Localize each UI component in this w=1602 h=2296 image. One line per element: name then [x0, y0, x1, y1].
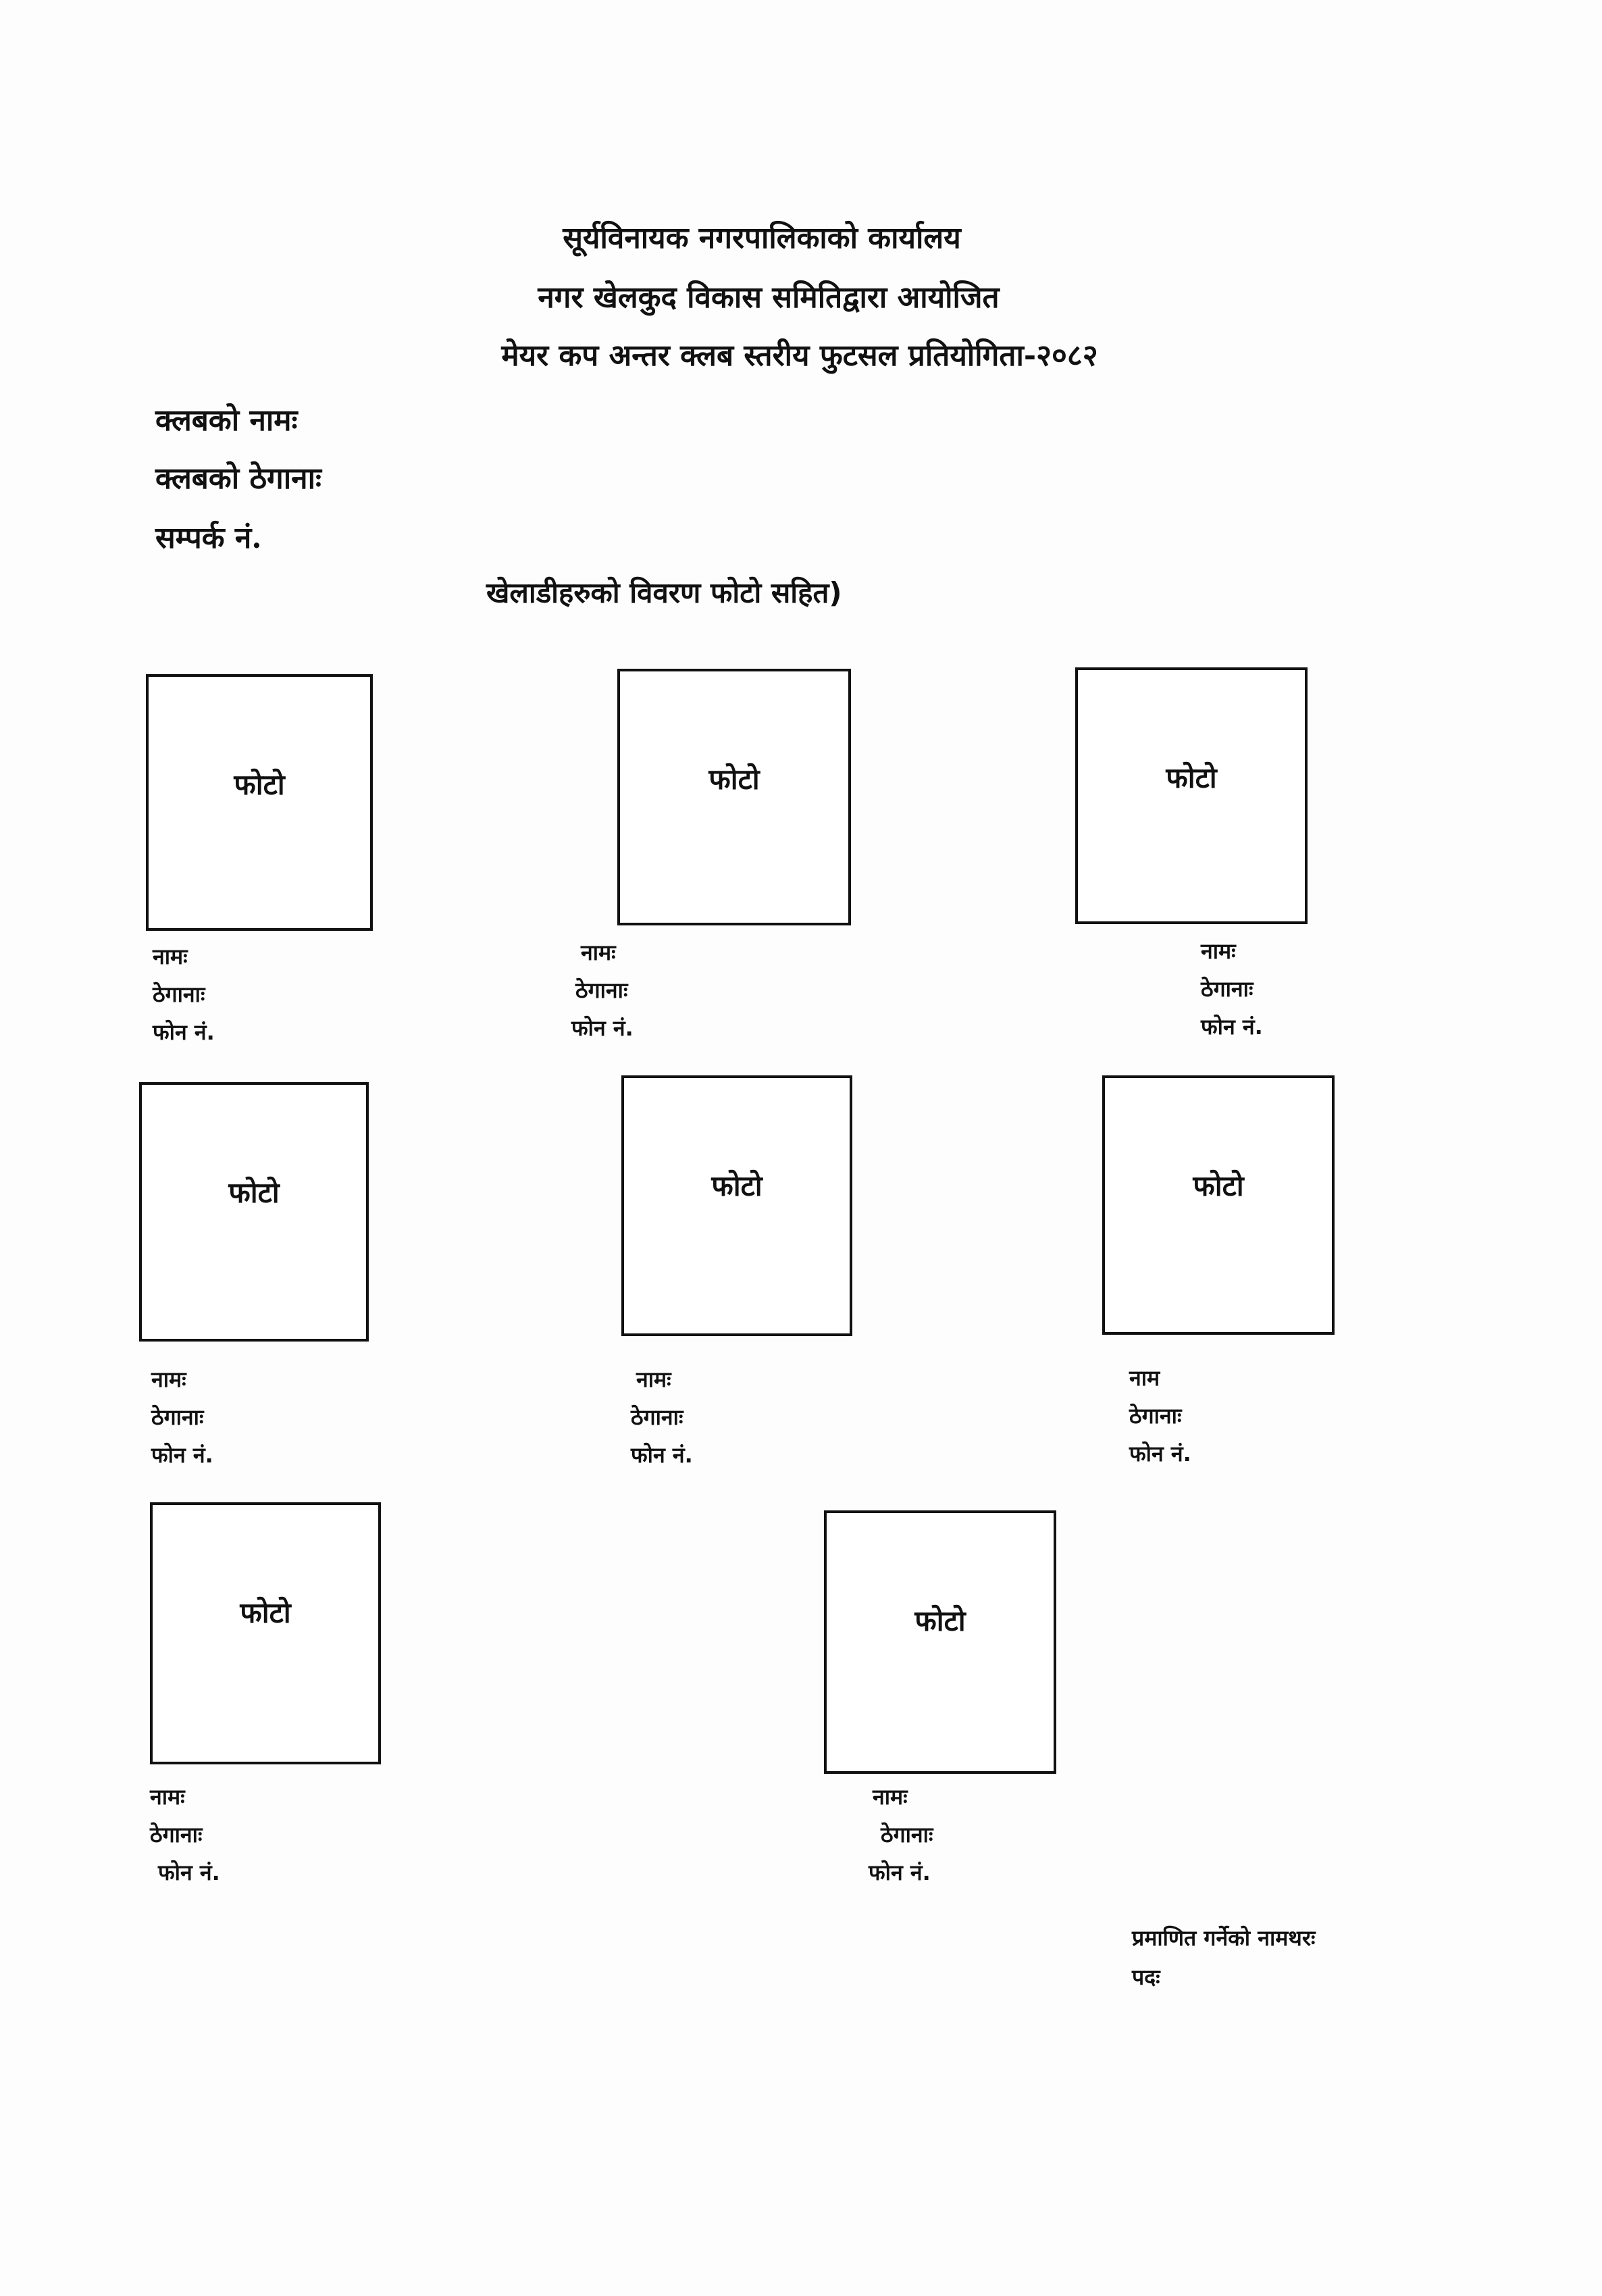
player-info: [1129, 1359, 1191, 1473]
tournament-title: मेयर कप अन्तर क्लब स्तरीय फुटसल प्रतियोगिता-२०८२: [501, 338, 1098, 373]
player-info: [869, 1778, 933, 1891]
photo-placeholder-label: फोटो: [240, 1596, 291, 1629]
player-address-label: ठेगानाः: [1129, 1403, 1182, 1429]
club-address-label: क्लबको ठेगानाः: [155, 461, 321, 496]
player-info: [151, 1360, 213, 1474]
player-info: [153, 938, 215, 1051]
player-phone-label: फोन नं.: [153, 1019, 215, 1045]
player-name-label: नाम: [1129, 1365, 1160, 1391]
player-name-label: नामः: [873, 1784, 908, 1810]
certifier-position-label: पदः: [1132, 1964, 1160, 1990]
player-name-label: नामः: [151, 1367, 186, 1392]
photo-placeholder-label: फोटो: [228, 1176, 280, 1209]
player-address-label: ठेगानाः: [631, 1404, 683, 1430]
player-address-label: ठेगानाः: [881, 1822, 933, 1847]
player-info: [150, 1778, 220, 1891]
player-name-label: नामः: [150, 1784, 185, 1810]
player-name-label: नामः: [1201, 938, 1236, 964]
player-name-label: नामः: [153, 944, 188, 969]
organizer-line: नगर खेलकुद विकास समितिद्वारा आयोजित: [538, 280, 1000, 315]
certification-block: [1132, 1918, 1315, 1997]
player-address-label: ठेगानाः: [1201, 976, 1254, 1002]
player-photo-box: [146, 674, 373, 931]
photo-placeholder-label: फोटो: [1193, 1169, 1244, 1202]
player-photo-box: [617, 669, 851, 925]
player-phone-label: फोन नं.: [1129, 1441, 1191, 1466]
certifier-name-label: प्रमाणित गर्नेको नामथरः: [1132, 1925, 1316, 1951]
club-contact-label: सम्पर्क नं.: [155, 521, 262, 555]
club-name-label: क्लबको नामः: [155, 403, 298, 438]
players-section-heading: खेलाडीहरुको विवरण फोटो सहित): [486, 576, 842, 609]
player-photo-box: [139, 1082, 369, 1342]
photo-placeholder-label: फोटो: [1166, 761, 1217, 794]
player-photo-box: [621, 1075, 852, 1336]
photo-placeholder-label: फोटो: [234, 768, 285, 801]
player-photo-box: [1075, 667, 1308, 924]
player-name-label: नामः: [581, 940, 616, 965]
player-info: [1201, 932, 1263, 1046]
player-phone-label: फोन नं.: [631, 1442, 693, 1468]
photo-placeholder-label: फोटो: [711, 1169, 763, 1202]
player-address-label: ठेगानाः: [150, 1822, 203, 1847]
player-phone-label: फोन नं.: [571, 1015, 634, 1041]
player-address-label: ठेगानाः: [575, 977, 628, 1003]
player-photo-box: [824, 1510, 1056, 1774]
player-photo-box: [1102, 1075, 1335, 1335]
player-phone-label: फोन नं.: [158, 1860, 220, 1885]
player-phone-label: फोन नं.: [1201, 1014, 1263, 1040]
player-phone-label: फोन नं.: [869, 1860, 931, 1885]
player-info: [571, 934, 634, 1047]
player-address-label: ठेगानाः: [153, 981, 205, 1007]
player-address-label: ठेगानाः: [151, 1404, 204, 1430]
player-name-label: नामः: [636, 1367, 671, 1392]
photo-placeholder-label: फोटो: [914, 1604, 966, 1637]
player-phone-label: फोन नं.: [151, 1442, 213, 1468]
office-title: सूर्यविनायक नगरपालिकाको कार्यालय: [563, 221, 961, 255]
player-info: [631, 1360, 693, 1474]
player-photo-box: [150, 1502, 381, 1764]
photo-placeholder-label: फोटो: [708, 763, 760, 796]
